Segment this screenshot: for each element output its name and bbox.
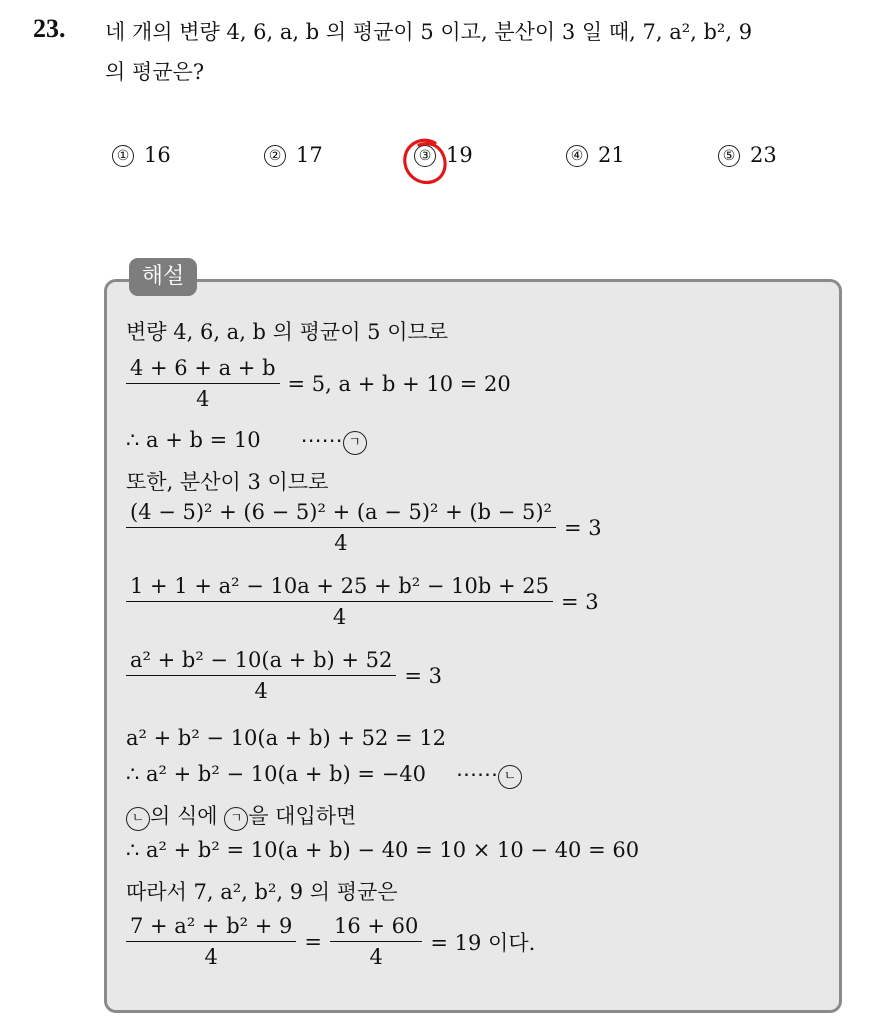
fraction-5a-denominator: 4 (204, 945, 218, 969)
solution-fraction-5 (126, 914, 535, 969)
equation-a-symbol: ㄱ (343, 431, 367, 455)
solution-tag: 해설 (129, 258, 197, 296)
choice-5[interactable] (718, 143, 777, 167)
choice-5-mark: ⑤ (718, 145, 740, 167)
choice-1[interactable] (112, 143, 171, 167)
solution-line-1: 변량 4, 6, a, b 의 평균이 5 이므로 (126, 320, 449, 344)
choice-3-value: 19 (446, 143, 473, 167)
line-3-text: ∴ a + b = 10 (126, 428, 261, 452)
question-text-line1: 네 개의 변량 4, 6, a, b 의 평균이 5 이고, 분산이 3 일 때, 7, a², b², 9 (105, 20, 753, 44)
line-10-text-a: 의 식에 (150, 804, 225, 828)
line-3-dots: ⋯⋯ (300, 428, 343, 452)
choice-3-mark: ③ (414, 145, 436, 167)
fraction-2-result: = 3 (563, 515, 602, 540)
final-answer: = 19 이다. (430, 930, 536, 955)
fraction-5-equals: = (304, 929, 322, 954)
solution-line-4: 또한, 분산이 3 이므로 (126, 470, 329, 494)
substitute-target-symbol: ㄴ (126, 807, 150, 831)
fraction-5b-numerator: 16 + 60 (330, 914, 422, 942)
solution-line-9 (126, 762, 522, 789)
fraction-5b-denominator: 4 (369, 945, 383, 969)
fraction-4-denominator: 4 (254, 679, 268, 703)
choice-1-mark: ① (112, 145, 134, 167)
solution-line-3 (126, 428, 367, 455)
fraction-3-numerator: 1 + 1 + a² − 10a + 25 + b² − 10b + 25 (126, 574, 553, 602)
answer-circle-mark (401, 135, 451, 189)
substitute-source-symbol: ㄱ (224, 807, 248, 831)
fraction-4-numerator: a² + b² − 10(a + b) + 52 (126, 648, 396, 676)
solution-fraction-3 (126, 574, 599, 629)
choice-4[interactable] (566, 143, 625, 167)
question-text-line2: 의 평균은? (105, 60, 205, 84)
fraction-2-numerator: (4 − 5)² + (6 − 5)² + (a − 5)² + (b − 5)² (126, 500, 556, 528)
solution-line-10 (126, 800, 356, 831)
solution-fraction-1 (126, 356, 511, 411)
choice-2-mark: ② (264, 145, 286, 167)
fraction-1-numerator: 4 + 6 + a + b (126, 356, 280, 384)
fraction-4-result: = 3 (404, 663, 443, 688)
fraction-3-denominator: 4 (332, 605, 347, 629)
solution-line-11: ∴ a² + b² = 10(a + b) − 40 = 10 × 10 − 40 = 60 (126, 838, 640, 862)
solution-fraction-4 (126, 648, 442, 703)
choice-4-mark: ④ (566, 145, 588, 167)
solution-line-12: 따라서 7, a², b², 9 의 평균은 (126, 880, 398, 904)
choice-4-value: 21 (598, 143, 625, 167)
choice-2[interactable] (264, 143, 323, 167)
fraction-5a-numerator: 7 + a² + b² + 9 (126, 914, 296, 942)
fraction-1-result: = 5, a + b + 10 = 20 (287, 371, 511, 396)
line-10-text-b: 을 대입하면 (248, 804, 357, 828)
line-9-dots: ⋯⋯ (456, 762, 499, 786)
fraction-1-denominator: 4 (196, 387, 210, 411)
choice-2-value: 17 (296, 143, 323, 167)
question-number: 23. (33, 14, 66, 43)
solution-fraction-2 (126, 500, 602, 555)
line-9-text: ∴ a² + b² − 10(a + b) = −40 (126, 762, 427, 786)
choice-5-value: 23 (750, 143, 777, 167)
choice-1-value: 16 (144, 143, 171, 167)
solution-line-8: a² + b² − 10(a + b) + 52 = 12 (126, 726, 447, 750)
fraction-3-result: = 3 (561, 589, 599, 614)
fraction-2-denominator: 4 (334, 531, 348, 555)
equation-b-symbol: ㄴ (498, 765, 522, 789)
